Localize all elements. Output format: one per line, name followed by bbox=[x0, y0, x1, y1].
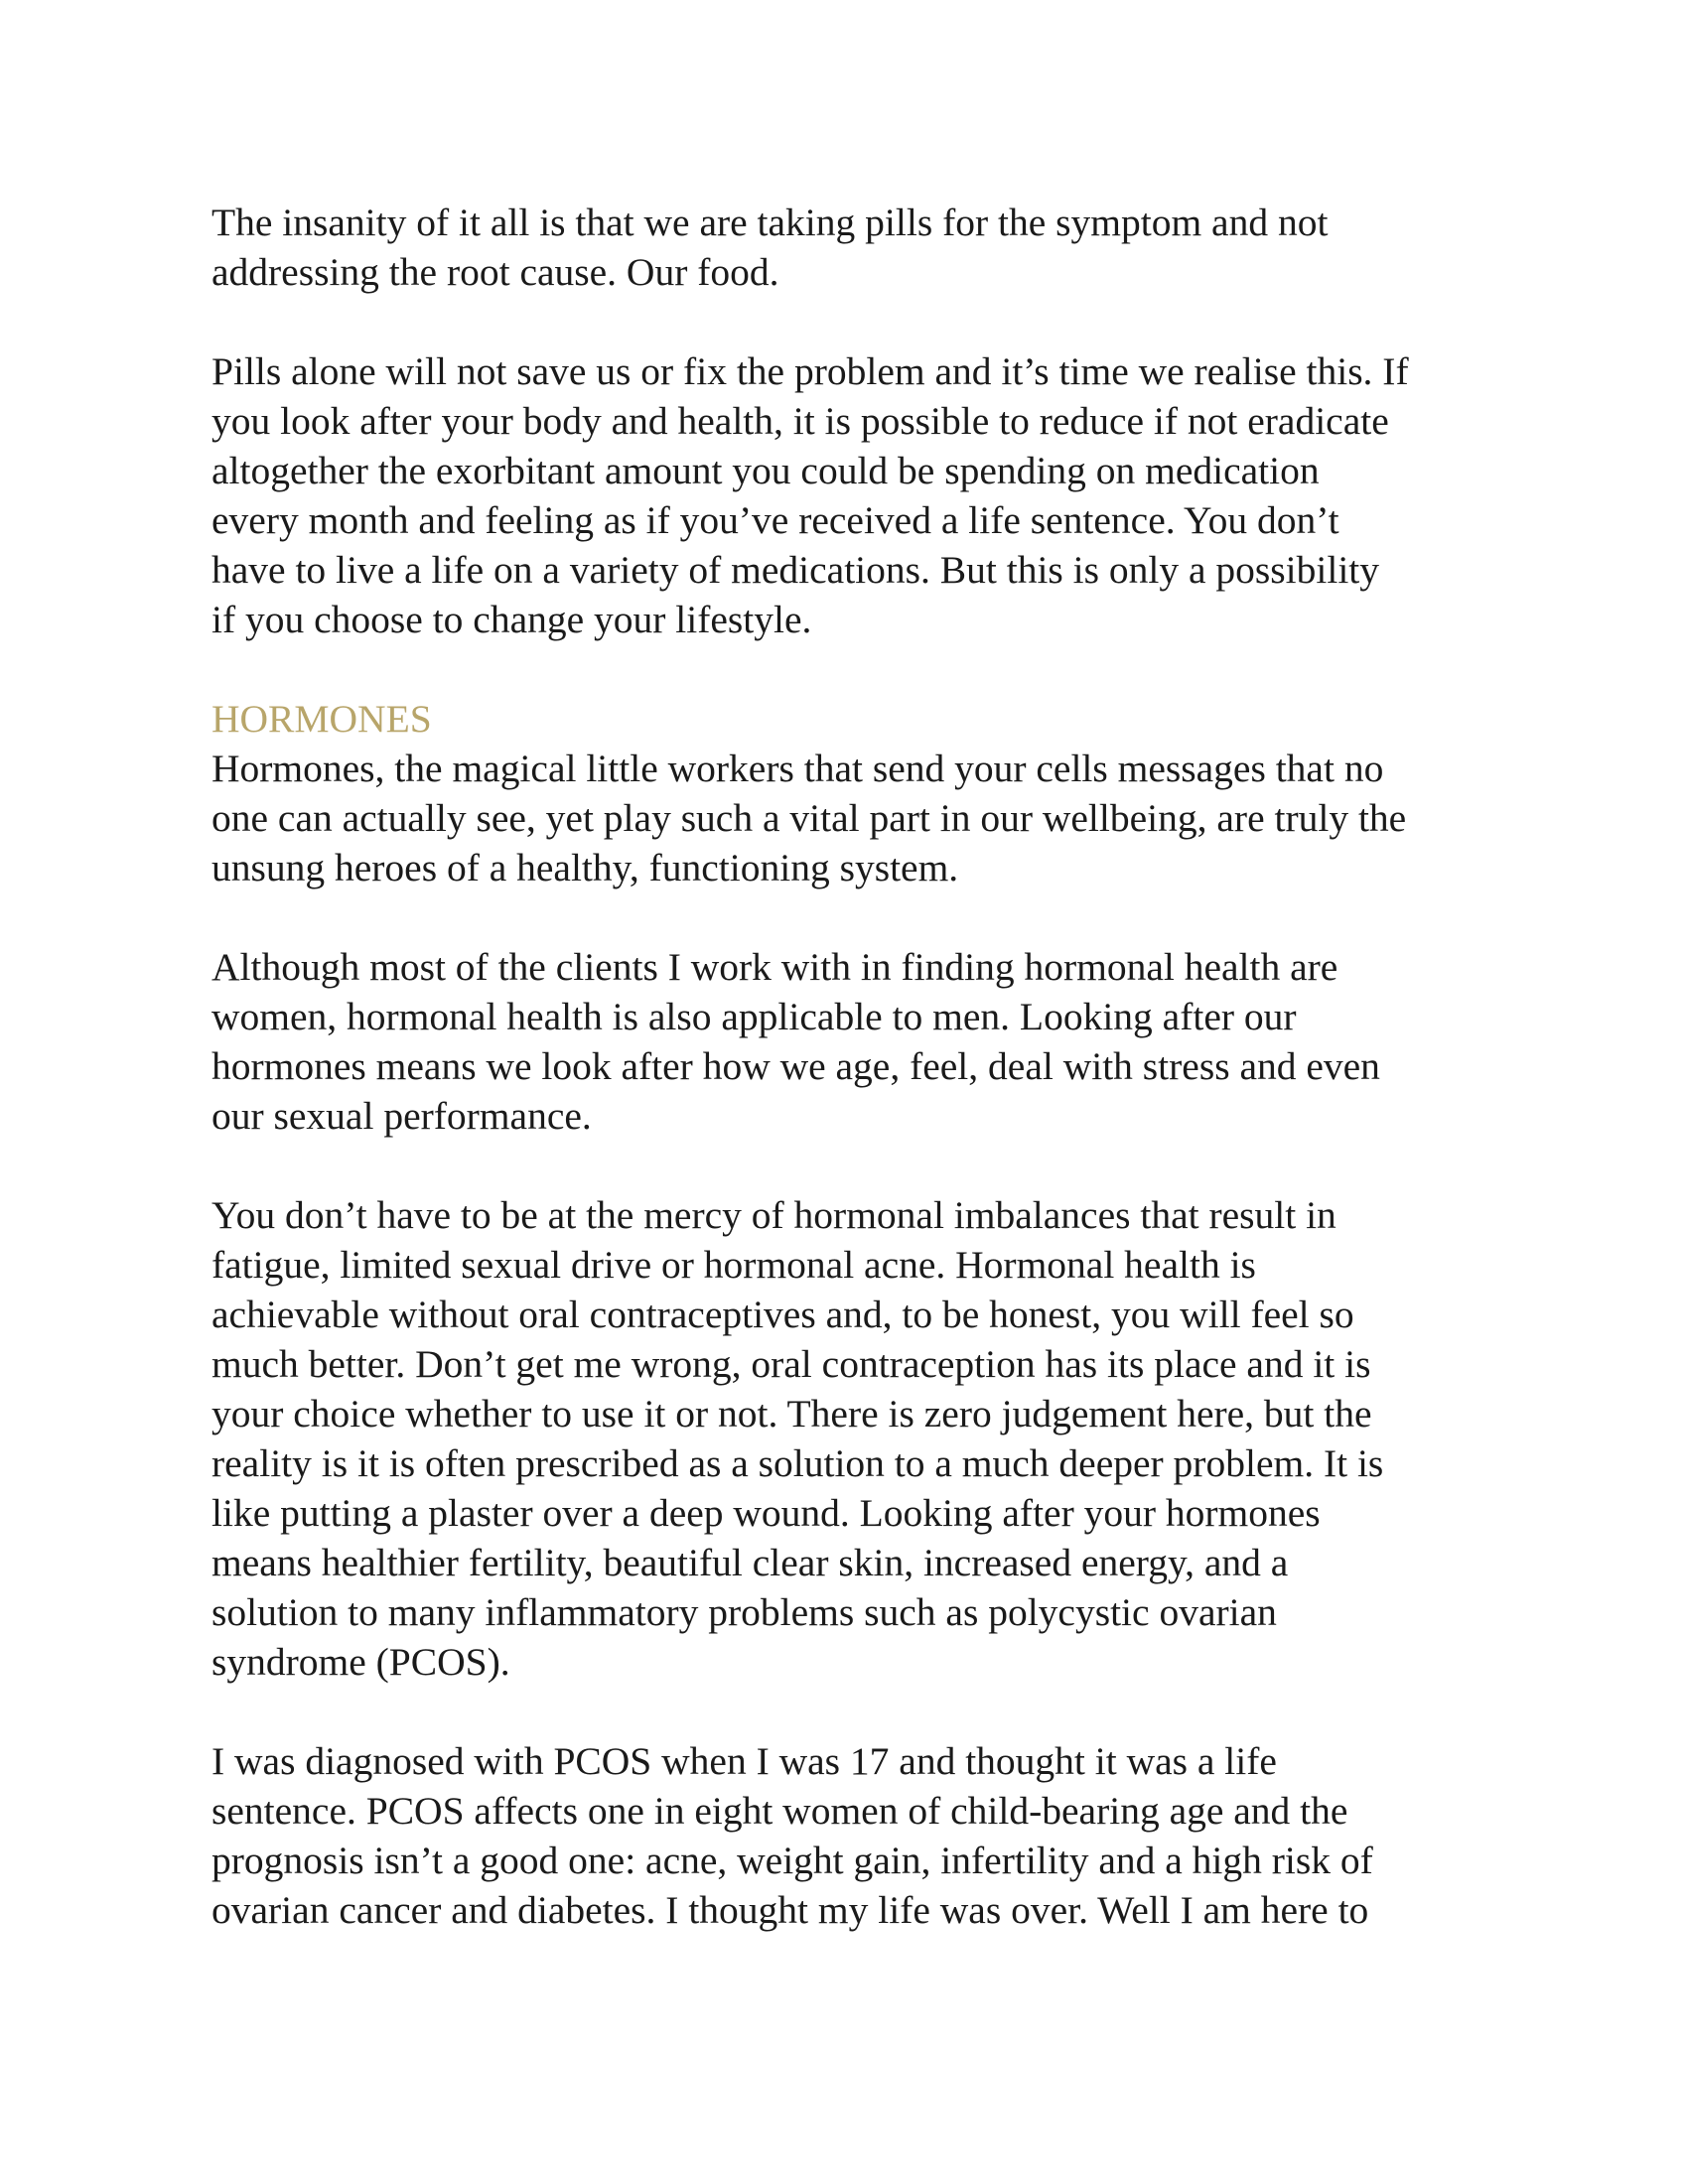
paragraph-line: have to live a life on a variety of medications. But this is only a possibility bbox=[211, 548, 1380, 592]
paragraph-line: Hormones, the magical little workers that send your cells messages that no bbox=[211, 747, 1384, 790]
paragraph-line: one can actually see, yet play such a vital part in our wellbeing, are truly the bbox=[211, 796, 1407, 840]
paragraph-line: much better. Don’t get me wrong, oral contraception has its place and it is bbox=[211, 1342, 1371, 1386]
paragraph-line: women, hormonal health is also applicable to men. Looking after our bbox=[211, 995, 1297, 1038]
paragraph-line: syndrome (PCOS). bbox=[211, 1640, 510, 1684]
paragraph-line: unsung heroes of a healthy, functioning system. bbox=[211, 846, 959, 889]
paragraph-line: The insanity of it all is that we are taking pills for the symptom and not bbox=[211, 201, 1329, 244]
paragraph-line: I was diagnosed with PCOS when I was 17 and thought it was a life bbox=[211, 1739, 1277, 1783]
paragraph-line: ovarian cancer and diabetes. I thought my life was over. Well I am here to bbox=[211, 1888, 1369, 1932]
paragraph-line: Pills alone will not save us or fix the problem and it’s time we realise this. If bbox=[211, 349, 1409, 393]
paragraph-line: hormones means we look after how we age, feel, deal with stress and even bbox=[211, 1044, 1380, 1088]
paragraph-line: our sexual performance. bbox=[211, 1094, 592, 1138]
paragraph-line: achievable without oral contraceptives and, to be honest, you will feel so bbox=[211, 1293, 1354, 1336]
paragraph-pills bbox=[211, 346, 1502, 644]
paragraph-line: You don’t have to be at the mercy of hormonal imbalances that result in bbox=[211, 1193, 1336, 1237]
paragraph-line: every month and feeling as if you’ve received a life sentence. You don’t bbox=[211, 498, 1339, 542]
paragraph-line: altogether the exorbitant amount you could be spending on medication bbox=[211, 449, 1320, 492]
section-heading-hormones: HORMONES bbox=[211, 697, 432, 741]
paragraph-line: means healthier fertility, beautiful clear skin, increased energy, and a bbox=[211, 1541, 1289, 1584]
paragraph-line: your choice whether to use it or not. There is zero judgement here, but the bbox=[211, 1392, 1372, 1435]
paragraph-pcos bbox=[211, 1736, 1502, 1935]
paragraph-imbalances bbox=[211, 1190, 1502, 1687]
paragraph-insanity bbox=[211, 198, 1502, 297]
paragraph-line: if you choose to change your lifestyle. bbox=[211, 598, 812, 641]
paragraph-line: you look after your body and health, it is possible to reduce if not eradicate bbox=[211, 399, 1389, 443]
paragraph-line: like putting a plaster over a deep wound. Looking after your hormones bbox=[211, 1491, 1321, 1535]
paragraph-line: reality is it is often prescribed as a solution to a much deeper problem. It is bbox=[211, 1441, 1384, 1485]
page-content bbox=[211, 198, 1502, 1984]
paragraph-line: Although most of the clients I work with in finding hormonal health are bbox=[211, 945, 1338, 989]
paragraph-line: solution to many inflammatory problems such as polycystic ovarian bbox=[211, 1590, 1277, 1634]
paragraph-line: fatigue, limited sexual drive or hormonal acne. Hormonal health is bbox=[211, 1243, 1256, 1287]
paragraph-line: addressing the root cause. Our food. bbox=[211, 250, 779, 294]
paragraph-line: prognosis isn’t a good one: acne, weight gain, infertility and a high risk of bbox=[211, 1839, 1373, 1882]
paragraph-line: sentence. PCOS affects one in eight women of child-bearing age and the bbox=[211, 1789, 1348, 1833]
paragraph-clients bbox=[211, 942, 1502, 1141]
paragraph-hormones-intro bbox=[211, 744, 1502, 892]
